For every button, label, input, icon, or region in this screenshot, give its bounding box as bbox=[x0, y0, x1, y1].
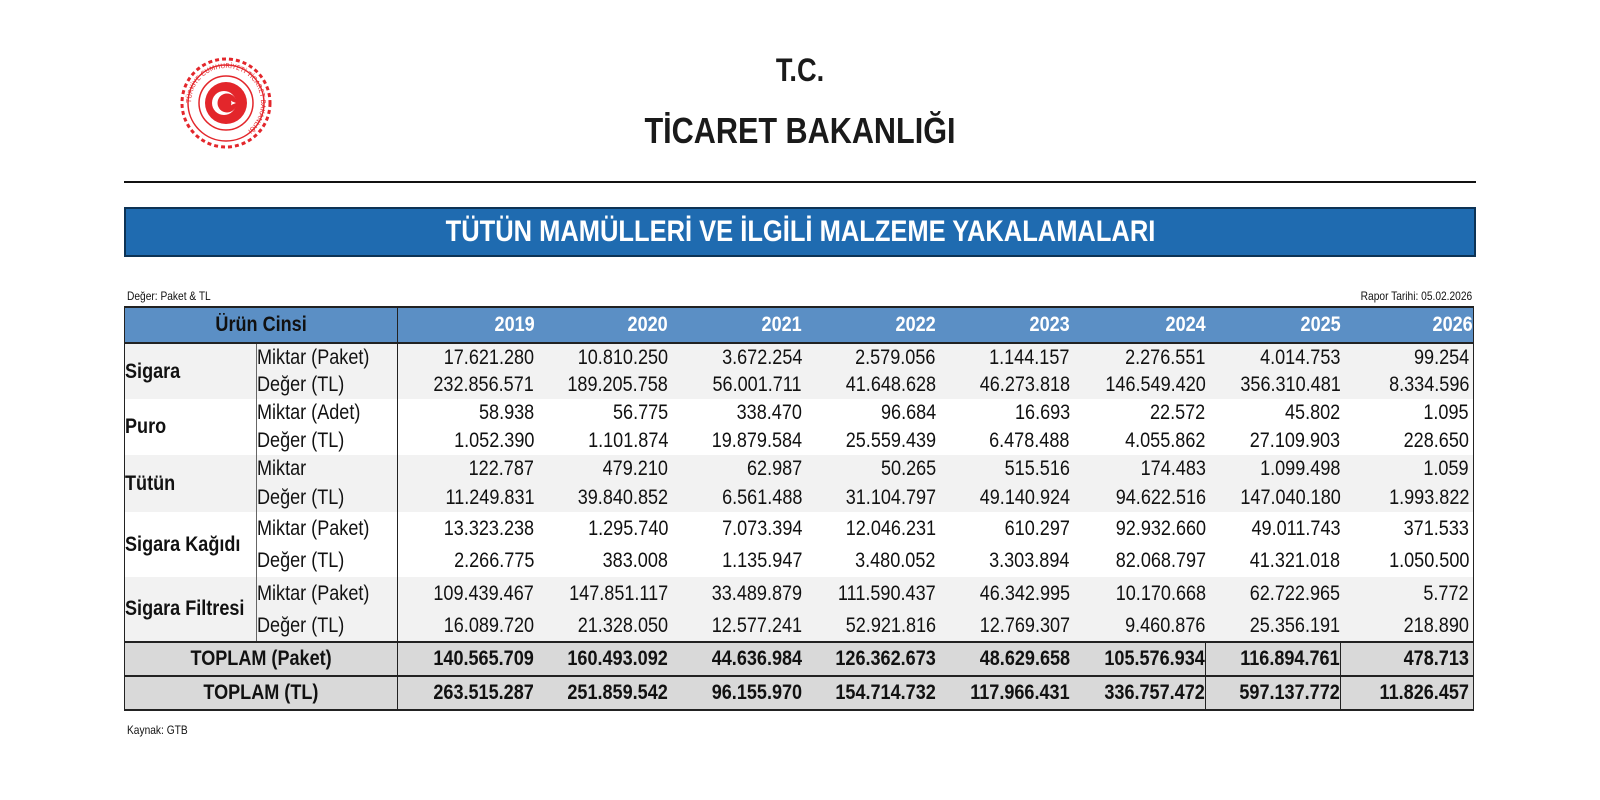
measure-label: Miktar (Paket) bbox=[256, 512, 397, 545]
units-note: Değer: Paket & TL bbox=[127, 289, 211, 303]
value-cell: 4.055.862 bbox=[1125, 429, 1206, 452]
value-cell: 3.672.254 bbox=[668, 343, 802, 371]
value-cell: 56.775 bbox=[612, 401, 669, 424]
total-value-cell: 48.629.658 bbox=[936, 642, 1070, 676]
year-header: 2025 bbox=[1206, 307, 1341, 343]
value-cell: 2.266.775 bbox=[453, 549, 535, 572]
value-cell: 3.480.052 bbox=[855, 549, 936, 572]
header-rule bbox=[124, 181, 1476, 183]
value-cell: 1.052.390 bbox=[453, 429, 535, 452]
value-cell: 19.879.584 bbox=[711, 429, 802, 452]
total-value-cell: 44.636.984 bbox=[668, 642, 802, 676]
measure-label: Değer (TL) bbox=[256, 427, 397, 455]
category-label: Sigara bbox=[125, 343, 257, 399]
value-cell: 7.073.394 bbox=[721, 516, 802, 540]
value-cell: 1.099.498 bbox=[1206, 455, 1341, 483]
value-cell: 56.001.711 bbox=[668, 371, 802, 399]
category-label: Tütün bbox=[125, 455, 257, 512]
total-value-cell: 263.515.287 bbox=[397, 676, 534, 710]
total-row bbox=[125, 676, 1474, 710]
measure-label: Değer (TL) bbox=[256, 545, 397, 577]
total-value-cell: 336.757.472 bbox=[1070, 676, 1206, 710]
value-cell: 96.684 bbox=[880, 401, 936, 424]
value-cell: 41.321.018 bbox=[1250, 549, 1341, 572]
category-label: Sigara Kağıdı bbox=[125, 512, 257, 577]
table-row bbox=[125, 343, 1474, 371]
total-value-cell: 478.713 bbox=[1341, 642, 1474, 676]
product-type-header: Ürün Cinsi bbox=[125, 307, 398, 343]
value-cell: 109.439.467 bbox=[397, 577, 534, 610]
seal-lettering: TÜRKİYE CUMHURİYETİ TİCARET BAKANLIĞI bbox=[184, 61, 268, 136]
value-cell: 2.579.056 bbox=[802, 343, 936, 371]
year-header-row bbox=[125, 307, 1474, 343]
value-cell: 10.810.250 bbox=[534, 343, 668, 371]
year-header: 2022 bbox=[802, 307, 936, 343]
value-cell: 13.323.238 bbox=[443, 516, 535, 540]
value-cell: 1.295.740 bbox=[587, 516, 669, 540]
value-cell: 11.249.831 bbox=[397, 483, 534, 512]
value-cell: 82.068.797 bbox=[1115, 549, 1206, 572]
value-cell: 9.460.876 bbox=[1070, 610, 1206, 642]
table-row bbox=[125, 483, 1474, 512]
category-label: Puro bbox=[125, 399, 257, 455]
value-cell: 10.170.668 bbox=[1070, 577, 1206, 610]
table-row bbox=[125, 371, 1474, 399]
total-row bbox=[125, 642, 1474, 676]
value-cell: 25.356.191 bbox=[1206, 610, 1341, 642]
value-cell: 122.787 bbox=[397, 455, 534, 483]
measure-label: Miktar (Paket) bbox=[256, 577, 397, 610]
value-cell: 12.046.231 bbox=[845, 516, 936, 540]
value-cell: 27.109.903 bbox=[1250, 429, 1341, 452]
value-cell: 62.987 bbox=[668, 455, 802, 483]
value-cell: 610.297 bbox=[1004, 516, 1070, 540]
total-value-cell: 160.493.092 bbox=[534, 642, 668, 676]
table-row bbox=[125, 512, 1474, 545]
value-cell: 46.342.995 bbox=[936, 577, 1070, 610]
value-cell: 228.650 bbox=[1341, 427, 1474, 455]
year-header: 2019 bbox=[397, 307, 534, 343]
value-cell: 22.572 bbox=[1150, 401, 1206, 424]
measure-label: Miktar bbox=[256, 455, 397, 483]
value-cell: 33.489.879 bbox=[668, 577, 802, 610]
value-cell: 1.059 bbox=[1341, 455, 1474, 483]
table-row bbox=[125, 455, 1474, 483]
value-cell: 16.089.720 bbox=[397, 610, 534, 642]
value-cell: 189.205.758 bbox=[534, 371, 668, 399]
year-header: 2026 bbox=[1341, 307, 1474, 343]
value-cell: 58.938 bbox=[479, 401, 535, 424]
table-row bbox=[125, 577, 1474, 610]
value-cell: 4.014.753 bbox=[1206, 343, 1341, 371]
value-cell: 3.303.894 bbox=[989, 549, 1070, 572]
total-value-cell: 116.894.761 bbox=[1206, 642, 1341, 676]
value-cell: 479.210 bbox=[534, 455, 668, 483]
year-header: 2023 bbox=[936, 307, 1070, 343]
value-cell: 1.135.947 bbox=[721, 549, 802, 572]
measure-label: Değer (TL) bbox=[256, 610, 397, 642]
measure-label: Değer (TL) bbox=[256, 483, 397, 512]
value-cell: 371.533 bbox=[1341, 512, 1474, 545]
value-cell: 515.516 bbox=[936, 455, 1070, 483]
value-cell: 1.101.874 bbox=[587, 429, 669, 452]
value-cell: 146.549.420 bbox=[1070, 371, 1206, 399]
value-cell: 383.008 bbox=[602, 549, 669, 572]
value-cell: 232.856.571 bbox=[397, 371, 534, 399]
measure-label: Değer (TL) bbox=[256, 371, 397, 399]
value-cell: 16.693 bbox=[1014, 401, 1070, 424]
value-cell: 46.273.818 bbox=[936, 371, 1070, 399]
value-cell: 6.561.488 bbox=[668, 483, 802, 512]
measure-label: Miktar (Paket) bbox=[256, 343, 397, 371]
total-value-cell: 251.859.542 bbox=[534, 676, 668, 710]
value-cell: 5.772 bbox=[1341, 577, 1474, 610]
table-row bbox=[125, 545, 1474, 577]
table-row bbox=[125, 610, 1474, 642]
value-cell: 50.265 bbox=[802, 455, 936, 483]
value-cell: 12.577.241 bbox=[668, 610, 802, 642]
total-value-cell: 117.966.431 bbox=[936, 676, 1070, 710]
total-value-cell: 154.714.732 bbox=[802, 676, 936, 710]
header-tc: T.C. bbox=[775, 52, 825, 88]
total-value-cell: 96.155.970 bbox=[668, 676, 802, 710]
report-title-banner bbox=[124, 207, 1476, 257]
year-header: 2024 bbox=[1070, 307, 1206, 343]
year-header: 2020 bbox=[534, 307, 668, 343]
value-cell: 6.478.488 bbox=[989, 429, 1070, 452]
value-cell: 49.140.924 bbox=[936, 483, 1070, 512]
value-cell: 41.648.628 bbox=[802, 371, 936, 399]
source-note: Kaynak: GTB bbox=[127, 723, 188, 737]
value-cell: 39.840.852 bbox=[534, 483, 668, 512]
value-cell: 218.890 bbox=[1341, 610, 1474, 642]
value-cell: 356.310.481 bbox=[1206, 371, 1341, 399]
report-title: TÜTÜN MAMÜLLERİ VE İLGİLİ MALZEME YAKALAMALARI bbox=[445, 215, 1155, 248]
header-ministry: TİCARET BAKANLIĞI bbox=[644, 110, 956, 151]
year-header: 2021 bbox=[668, 307, 802, 343]
value-cell: 45.802 bbox=[1285, 401, 1341, 424]
value-cell: 2.276.551 bbox=[1070, 343, 1206, 371]
value-cell: 17.621.280 bbox=[397, 343, 534, 371]
value-cell: 1.095 bbox=[1341, 399, 1474, 427]
value-cell: 31.104.797 bbox=[802, 483, 936, 512]
value-cell: 8.334.596 bbox=[1341, 371, 1474, 399]
measure-label: Miktar (Adet) bbox=[256, 399, 397, 427]
value-cell: 49.011.743 bbox=[1251, 516, 1341, 540]
value-cell: 147.851.117 bbox=[534, 577, 668, 610]
table-row bbox=[125, 427, 1474, 455]
value-cell: 12.769.307 bbox=[936, 610, 1070, 642]
value-cell: 25.559.439 bbox=[845, 429, 936, 452]
value-cell: 1.050.500 bbox=[1341, 545, 1474, 577]
value-cell: 52.921.816 bbox=[802, 610, 936, 642]
value-cell: 174.483 bbox=[1070, 455, 1206, 483]
value-cell: 1.144.157 bbox=[936, 343, 1070, 371]
value-cell: 1.993.822 bbox=[1341, 483, 1474, 512]
value-cell: 99.254 bbox=[1341, 343, 1474, 371]
value-cell: 147.040.180 bbox=[1206, 483, 1341, 512]
total-value-cell: 140.565.709 bbox=[397, 642, 534, 676]
value-cell: 111.590.437 bbox=[802, 577, 936, 610]
value-cell: 62.722.965 bbox=[1206, 577, 1341, 610]
category-label: Sigara Filtresi bbox=[125, 577, 257, 642]
total-label: TOPLAM (Paket) bbox=[125, 642, 398, 676]
total-value-cell: 597.137.772 bbox=[1206, 676, 1341, 710]
value-cell: 338.470 bbox=[736, 401, 802, 424]
seizure-table bbox=[124, 306, 1474, 711]
total-label: TOPLAM (TL) bbox=[125, 676, 398, 710]
total-value-cell: 105.576.934 bbox=[1070, 642, 1206, 676]
value-cell: 94.622.516 bbox=[1070, 483, 1206, 512]
report-date: Rapor Tarihi: 05.02.2026 bbox=[1360, 289, 1472, 303]
value-cell: 21.328.050 bbox=[534, 610, 668, 642]
total-value-cell: 126.362.673 bbox=[802, 642, 936, 676]
total-value-cell: 11.826.457 bbox=[1341, 676, 1474, 710]
table-row bbox=[125, 399, 1474, 427]
value-cell: 92.932.660 bbox=[1115, 516, 1206, 540]
